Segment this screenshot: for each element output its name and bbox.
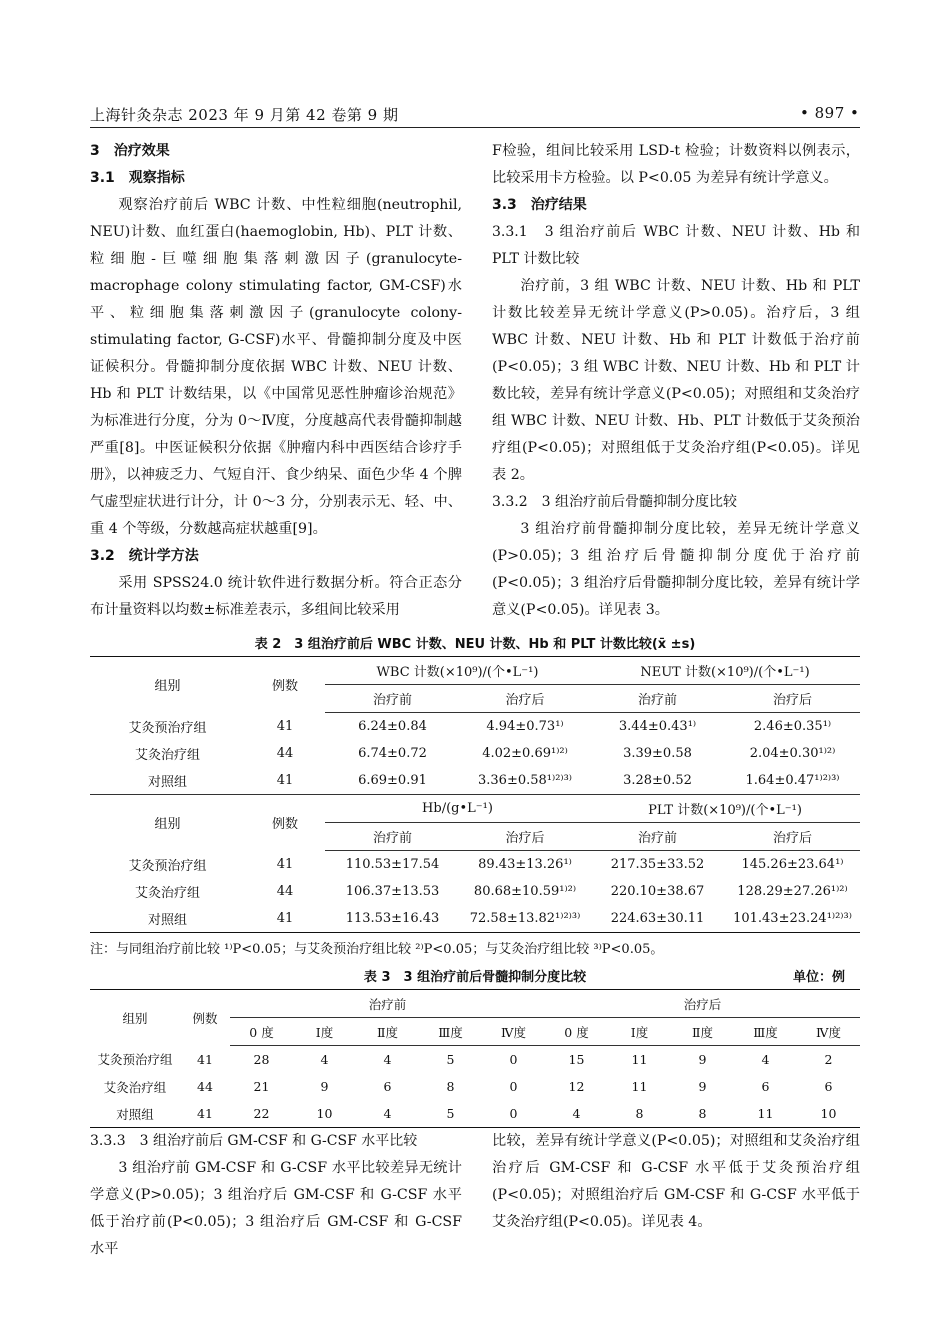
table3 xyxy=(90,989,860,1128)
grade-0: 0 度 xyxy=(230,1018,293,1046)
paragraph-result-3-cont: 比较，差异有统计学意义(P<0.05)；对照组和艾灸治疗组治疗后 GM-CSF 和 G-CSF 水平低于艾灸预治疗组(P<0.05)；对照组治疗后 GM-CSF 和 G-CSF 水平低于艾灸治疗组(P<0.05)。详见表 4。 xyxy=(492,1133,860,1230)
t2-h-after: 治疗后 xyxy=(725,685,860,713)
section-3-title: 3 治疗效果 xyxy=(90,143,170,159)
cell: 41 xyxy=(180,1100,230,1128)
cell: 11 xyxy=(734,1100,797,1128)
t3-h-group: 组别 xyxy=(90,990,180,1046)
t3-h-after: 治疗后 xyxy=(545,990,860,1018)
t2-h-before: 治疗前 xyxy=(590,685,725,713)
journal-header: 上海针灸杂志 2023 年 9 月第 42 卷第 9 期 xyxy=(90,106,399,124)
cell: 110.53±17.54 xyxy=(345,857,440,872)
cell: 6 xyxy=(824,1079,833,1094)
cell: 41 xyxy=(245,767,325,795)
cell: 22 xyxy=(230,1100,293,1128)
cell: 3.36±0.58¹⁾²⁾³⁾ xyxy=(460,767,590,795)
cell: 21 xyxy=(253,1079,270,1094)
t2-h-before: 治疗前 xyxy=(325,685,460,713)
cell: 11 xyxy=(631,1079,648,1094)
t3-h-before: 治疗前 xyxy=(230,990,545,1018)
cell: 艾灸治疗组 xyxy=(134,886,200,901)
bottom-right-column xyxy=(492,1128,860,1236)
cell: 11 xyxy=(631,1052,648,1067)
cell: 对照组 xyxy=(90,767,245,795)
grade-4: Ⅳ度 xyxy=(482,1018,545,1046)
cell: 9 xyxy=(698,1079,707,1094)
cell: 89.43±13.26¹⁾ xyxy=(478,857,572,872)
cell: 128.29±27.26¹⁾²⁾ xyxy=(737,884,848,899)
cell: 4 xyxy=(545,1100,608,1128)
cell: 艾灸预治疗组 xyxy=(97,1052,173,1068)
cell: 101.43±23.24¹⁾²⁾³⁾ xyxy=(725,905,860,933)
cell: 对照组 xyxy=(90,905,245,933)
table-row xyxy=(90,767,860,795)
grade-1: Ⅰ度 xyxy=(608,1018,671,1046)
page-number: • 897 • xyxy=(800,104,860,122)
cell: 4 xyxy=(320,1052,329,1067)
grade-2: Ⅱ度 xyxy=(671,1018,734,1046)
table-row xyxy=(90,878,860,905)
cell: 44 xyxy=(197,1079,213,1094)
cell: 145.26±23.64¹⁾ xyxy=(741,857,844,872)
t2-h-group: 组别 xyxy=(90,657,245,713)
cell: 41 xyxy=(276,856,294,872)
paragraph-observation: 观察治疗前后 WBC 计数、中性粒细胞(neutrophil, NEU)计数、血红蛋白(haemoglobin, Hb)、PLT 计数、粒细胞-巨噬细胞集落刺激因子(granulocyte-macrophage colony stimulating factor, GM-CSF)水平、粒细胞集落刺激因子(granulocyte colony-stimulating factor, G-CSF)水平、骨髓抑制分度及中医证候积分。骨髓抑制分度依据 WBC 计数、NEU 计数、Hb 和 PLT 计数结果，以《中国常见恶性肿瘤诊治规范》为标准进行分度，分为 0～Ⅳ度，分度越高代表骨髓抑制越严重[8]。中医证候积分依据《肿瘤内科中西医结合诊疗手册》，以神疲乏力、气短自汗、食少纳呆、面色少华 4 个脾气虚型症状进行计分，计 0～3 分，分别表示无、轻、中、重 4 个等级，分数越高症状越重[9]。 xyxy=(90,197,462,537)
table-row xyxy=(90,1073,860,1100)
cell: 3.44±0.43¹⁾ xyxy=(618,719,697,734)
section-3-3-2-title: 3.3.2 3 组治疗前后骨髓抑制分度比较 xyxy=(492,494,737,510)
cell: 3.39±0.58 xyxy=(623,746,692,761)
cell: 41 xyxy=(197,1051,213,1067)
cell: 72.58±13.82¹⁾²⁾³⁾ xyxy=(460,905,590,933)
t2-h-n: 例数 xyxy=(245,657,325,713)
cell: 0 xyxy=(509,1052,518,1067)
table-row xyxy=(90,1046,860,1074)
cell: 217.35±33.52 xyxy=(610,857,705,872)
cell: 44 xyxy=(276,884,294,899)
grade-2: Ⅱ度 xyxy=(356,1018,419,1046)
grade-3: Ⅲ度 xyxy=(734,1018,797,1046)
paragraph-result-1: 治疗前，3 组 WBC 计数、NEU 计数、Hb 和 PLT 计数比较差异无统计学意义(P>0.05)。治疗后，3 组 WBC 计数、NEU 计数、Hb 和 PLT 计数低于治疗前(P<0.05)；3 组 WBC 计数、NEU 计数、Hb 和 PLT 计数比较，差异有统计学意义(P<0.05)；对照组和艾灸治疗组 WBC 计数、NEU 计数、Hb、PLT 计数低于艾灸预治疗组(P<0.05)；对照组低于艾灸治疗组(P<0.05)。详见表 2。 xyxy=(492,278,860,483)
paragraph-statistics-cont: F检验，组间比较采用 LSD-t 检验；计数资料以例表示，比较采用卡方检验。以 P<0.05 为差异有统计学意义。 xyxy=(492,143,860,186)
cell: 0 xyxy=(509,1079,518,1094)
section-3-1-title: 3.1 观察指标 xyxy=(90,170,185,186)
cell: 2.04±0.30¹⁾²⁾ xyxy=(749,746,836,761)
table-row xyxy=(90,851,860,879)
cell: 9 xyxy=(320,1079,329,1094)
cell: 6 xyxy=(761,1079,770,1094)
table-row xyxy=(90,740,860,767)
cell: 对照组 xyxy=(90,1100,180,1128)
cell: 8 xyxy=(608,1100,671,1128)
table-row xyxy=(90,713,860,741)
t2-h-after: 治疗后 xyxy=(725,823,860,851)
table2-note: 注：与同组治疗前比较 ¹⁾P<0.05；与艾灸预治疗组比较 ²⁾P<0.05；与艾灸治疗组比较 ³⁾P<0.05。 xyxy=(90,942,664,957)
cell: 2.46±0.35¹⁾ xyxy=(753,719,832,734)
table-row xyxy=(90,1100,860,1128)
section-3-3-title: 3.3 治疗结果 xyxy=(492,197,587,213)
grade-0: 0 度 xyxy=(545,1018,608,1046)
section-3-3-3-title: 3.3.3 3 组治疗前后 GM-CSF 和 G-CSF 水平比较 xyxy=(90,1133,418,1149)
t3-h-n: 例数 xyxy=(180,990,230,1046)
t2-h-after: 治疗后 xyxy=(460,823,590,851)
cell: 224.63±30.11 xyxy=(590,905,725,933)
cell: 0 xyxy=(482,1100,545,1128)
cell: 6 xyxy=(383,1079,392,1094)
table3-caption: 表 3 3 组治疗前后骨髓抑制分度比较 xyxy=(363,970,587,985)
cell: 5 xyxy=(419,1100,482,1128)
cell: 2 xyxy=(824,1052,833,1067)
cell: 9 xyxy=(698,1052,707,1067)
t2-h-group: 组别 xyxy=(154,817,181,833)
left-column xyxy=(90,138,462,624)
cell: 28 xyxy=(253,1052,270,1067)
grade-3: Ⅲ度 xyxy=(419,1018,482,1046)
t2-h-wbc: WBC 计数(×10⁹)/(个•L⁻¹) xyxy=(325,657,590,685)
cell: 4 xyxy=(356,1100,419,1128)
table2 xyxy=(90,656,860,933)
t2-h-after: 治疗后 xyxy=(460,685,590,713)
bottom-left-column xyxy=(90,1128,462,1263)
cell: 4.94±0.73¹⁾ xyxy=(486,719,564,734)
cell: 41 xyxy=(276,718,294,734)
cell: 8 xyxy=(446,1079,455,1094)
cell: 220.10±38.67 xyxy=(610,884,705,899)
cell: 6.69±0.91 xyxy=(325,767,460,795)
t2-h-neut: NEUT 计数(×10⁹)/(个•L⁻¹) xyxy=(590,657,860,685)
section-3-2-title: 3.2 统计学方法 xyxy=(90,548,199,564)
t2-h-before: 治疗前 xyxy=(325,823,460,851)
cell: 106.37±13.53 xyxy=(345,884,440,899)
cell: 5 xyxy=(446,1052,455,1067)
t2-h-n: 例数 xyxy=(271,817,298,833)
cell: 4 xyxy=(761,1052,770,1067)
cell: 44 xyxy=(276,746,294,761)
cell: 10 xyxy=(293,1100,356,1128)
cell: 12 xyxy=(568,1079,585,1094)
paragraph-result-2: 3 组治疗前骨髓抑制分度比较，差异无统计学意义(P>0.05)；3 组治疗后骨髓抑制分度优于治疗前(P<0.05)；3 组治疗后骨髓抑制分度比较，差异有统计学意义(P<0.05)。详见表 3。 xyxy=(492,521,860,618)
cell: 艾灸治疗组 xyxy=(103,1079,167,1095)
grade-1: Ⅰ度 xyxy=(293,1018,356,1046)
table3-unit: 单位：例 xyxy=(792,970,845,985)
cell: 6.24±0.84 xyxy=(358,719,427,734)
cell: 4.02±0.69¹⁾²⁾ xyxy=(482,746,568,761)
cell: 41 xyxy=(245,905,325,933)
cell: 1.64±0.47¹⁾²⁾³⁾ xyxy=(725,767,860,795)
cell: 艾灸预治疗组 xyxy=(128,720,207,736)
cell: 10 xyxy=(797,1100,860,1128)
cell: 15 xyxy=(568,1052,585,1067)
right-column xyxy=(492,138,860,624)
cell: 113.53±16.43 xyxy=(325,905,460,933)
paragraph-statistics: 采用 SPSS24.0 统计软件进行数据分析。符合正态分布计量资料以均数±标准差表示，多组间比较采用 xyxy=(90,575,462,618)
cell: 艾灸预治疗组 xyxy=(128,858,207,874)
cell: 8 xyxy=(671,1100,734,1128)
header-rule xyxy=(90,127,860,128)
cell: 艾灸治疗组 xyxy=(134,748,200,763)
t2-h-hb: Hb/(g•L⁻¹) xyxy=(325,795,590,823)
paragraph-result-3: 3 组治疗前 GM-CSF 和 G-CSF 水平比较差异无统计学意义(P>0.05)；3 组治疗后 GM-CSF 和 G-CSF 水平低于治疗前(P<0.05)；3 组治疗后 GM-CSF 和 G-CSF 水平 xyxy=(90,1160,462,1257)
section-3-3-1-title: 3.3.1 3 组治疗前后 WBC 计数、NEU 计数、Hb 和 PLT 计数比较 xyxy=(492,224,860,267)
table2-caption: 表 2 3 组治疗前后 WBC 计数、NEU 计数、Hb 和 PLT 计数比较(x̄ ±s) xyxy=(254,637,696,652)
t2-h-before: 治疗前 xyxy=(590,823,725,851)
cell: 6.74±0.72 xyxy=(358,746,427,761)
cell: 4 xyxy=(383,1052,392,1067)
grade-4: Ⅳ度 xyxy=(797,1018,860,1046)
cell: 80.68±10.59¹⁾²⁾ xyxy=(473,884,577,899)
table-row xyxy=(90,905,860,933)
cell: 3.28±0.52 xyxy=(590,767,725,795)
t2-h-plt: PLT 计数(×10⁹)/(个•L⁻¹) xyxy=(590,795,860,823)
